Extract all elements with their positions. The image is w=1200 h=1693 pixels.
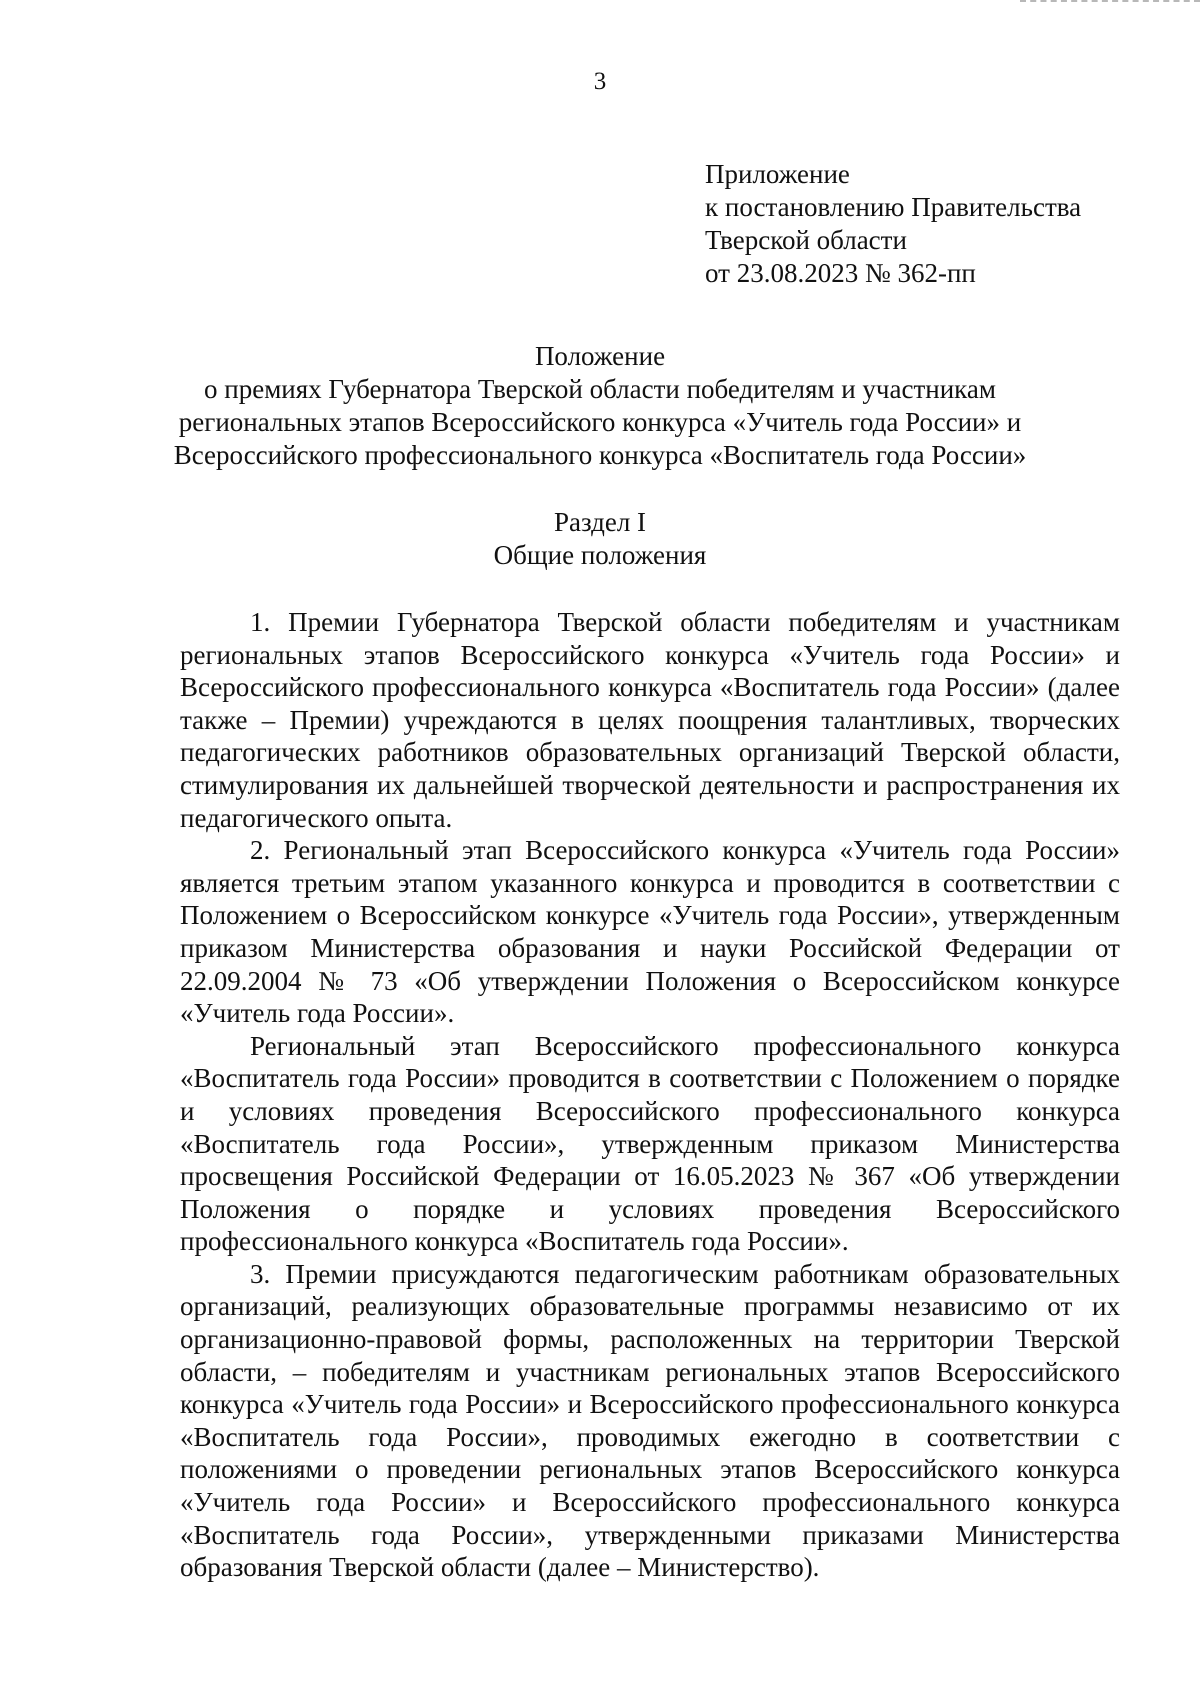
paragraph-2-continued: Региональный этап Всероссийского профессионального конкурса «Воспитатель года России» проводится в соответствии с Положением о порядке и условиях проведения Всероссийского профессионального конкурса «Воспитатель года России», утвержденным приказом Министерства просвещения Российской Федерации от 16.05.2023 № 367 «Об утверждении Положения о порядке и условиях проведения Всероссийского профессионального конкурса «Воспитатель года России». [180,1030,1120,1257]
annex-line: Тверской области [705,225,907,255]
section-heading [150,506,1050,572]
section-name: Общие положения [493,540,707,570]
document-body [180,606,1120,1584]
annex-header [705,158,1145,290]
page-number: 3 [593,68,607,95]
title-line: Положение [534,341,666,371]
title-line: о премиях Губернатора Тверской области победителям и участникам [204,374,996,404]
annex-date-number: от 23.08.2023 № 362-пп [705,258,976,288]
paragraph-2: 2. Региональный этап Всероссийского конкурса «Учитель года России» является третьим этапом указанного конкурса и проводится в соответствии с Положением о Всероссийском конкурсе «Учитель года России», утвержденным приказом Министерства образования и науки Российской Федерации от 22.09.2004 № 73 «Об утверждении Положения о Всероссийском конкурсе «Учитель года России». [180,835,1120,1029]
scan-edge-mark [1020,0,1200,5]
section-number: Раздел I [553,507,647,537]
title-line: региональных этапов Всероссийского конкурса «Учитель года России» и [178,407,1022,437]
title-line: Всероссийского профессионального конкурса «Воспитатель года России» [173,440,1027,470]
document-title [150,340,1050,472]
annex-line: Приложение [705,159,850,189]
annex-line: к постановлению Правительства [705,192,1082,222]
paragraph-1: 1. Премии Губернатора Тверской области победителям и участникам региональных этапов Всероссийского конкурса «Учитель года России» и Всероссийского профессионального конкурса «Воспитатель года России» (далее также – Премии) учреждаются в целях поощрения талантливых, творческих педагогических работников образовательных организаций Тверской области, стимулирования их дальнейшей творческой деятельности и распространения их педагогического опыта. [180,607,1120,833]
paragraph-3: 3. Премии присуждаются педагогическим работникам образовательных организаций, реализующих образовательные программы независимо от их организационно-правовой формы, расположенных на территории Тверской области, – победителям и участникам региональных этапов Всероссийского конкурса «Учитель года России» и Всероссийского профессионального конкурса «Воспитатель года России», проводимых ежегодно в соответствии с положениями о проведении региональных этапов Всероссийского конкурса «Учитель года России» и Всероссийского профессионального конкурса «Воспитатель года России», утвержденными приказами Министерства образования Тверской области (далее – Министерство). [180,1258,1120,1583]
